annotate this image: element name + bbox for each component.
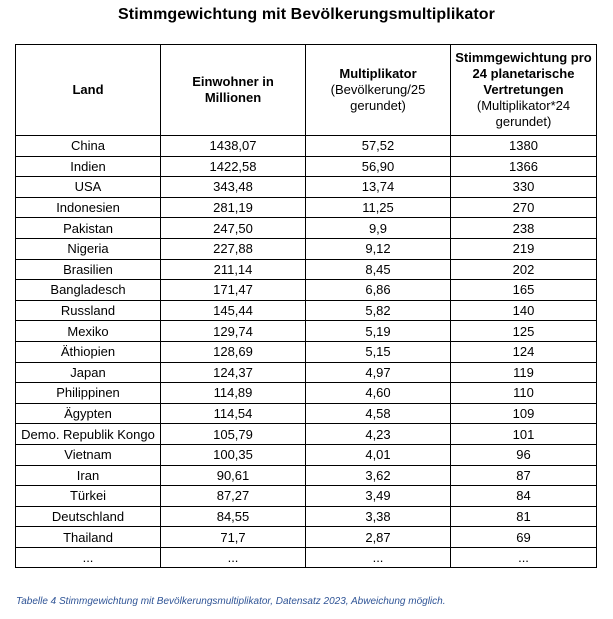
cell-stimmgewichtung: 84 xyxy=(451,486,597,507)
table-row xyxy=(16,362,597,383)
table-row xyxy=(16,300,597,321)
cell-einwohner: 1438,07 xyxy=(161,136,306,157)
table-row xyxy=(16,321,597,342)
cell-multiplikator: 56,90 xyxy=(306,156,451,177)
cell-land: Demo. Republik Kongo xyxy=(16,424,161,445)
cell-stimmgewichtung: 270 xyxy=(451,197,597,218)
cell-stimmgewichtung: 87 xyxy=(451,465,597,486)
cell-land: Nigeria xyxy=(16,238,161,259)
cell-einwohner: 90,61 xyxy=(161,465,306,486)
cell-einwohner: 105,79 xyxy=(161,424,306,445)
cell-land: Ägypten xyxy=(16,403,161,424)
cell-stimmgewichtung: 109 xyxy=(451,403,597,424)
cell-multiplikator: 11,25 xyxy=(306,197,451,218)
cell-multiplikator: 3,38 xyxy=(306,506,451,527)
cell-land: USA xyxy=(16,177,161,198)
cell-stimmgewichtung: 202 xyxy=(451,259,597,280)
cell-multiplikator: 6,86 xyxy=(306,280,451,301)
cell-einwohner: 1422,58 xyxy=(161,156,306,177)
cell-stimmgewichtung: ... xyxy=(451,547,597,568)
cell-einwohner: 114,89 xyxy=(161,383,306,404)
cell-einwohner: 145,44 xyxy=(161,300,306,321)
header-stimmgewichtung-label: Stimmgewichtung pro 24 planetarische Vertretungen xyxy=(455,50,592,97)
cell-multiplikator: ... xyxy=(306,547,451,568)
table-row xyxy=(16,403,597,424)
cell-stimmgewichtung: 330 xyxy=(451,177,597,198)
cell-einwohner: 128,69 xyxy=(161,341,306,362)
header-einwohner xyxy=(161,45,306,136)
table-row xyxy=(16,197,597,218)
cell-land: China xyxy=(16,136,161,157)
table-row xyxy=(16,486,597,507)
table-row xyxy=(16,218,597,239)
table-body xyxy=(16,136,597,568)
table-caption: Tabelle 4 Stimmgewichtung mit Bevölkerungsmultiplikator, Datensatz 2023, Abweichung möglich. xyxy=(16,596,446,607)
table-row xyxy=(16,156,597,177)
cell-stimmgewichtung: 125 xyxy=(451,321,597,342)
cell-einwohner: ... xyxy=(161,547,306,568)
header-multiplikator-note: (Bevölkerung/25 gerundet) xyxy=(330,82,426,113)
cell-land: Vietnam xyxy=(16,444,161,465)
cell-land: Mexiko xyxy=(16,321,161,342)
table-row xyxy=(16,527,597,548)
cell-land: Bangladesch xyxy=(16,280,161,301)
cell-stimmgewichtung: 119 xyxy=(451,362,597,383)
header-stimmgewichtung xyxy=(451,45,597,136)
cell-einwohner: 71,7 xyxy=(161,527,306,548)
cell-stimmgewichtung: 165 xyxy=(451,280,597,301)
cell-einwohner: 211,14 xyxy=(161,259,306,280)
cell-multiplikator: 5,82 xyxy=(306,300,451,321)
header-row xyxy=(16,45,597,136)
table-row xyxy=(16,341,597,362)
table-row xyxy=(16,238,597,259)
table-row xyxy=(16,259,597,280)
cell-multiplikator: 13,74 xyxy=(306,177,451,198)
table-row xyxy=(16,424,597,445)
table-row xyxy=(16,547,597,568)
table-row xyxy=(16,506,597,527)
cell-einwohner: 227,88 xyxy=(161,238,306,259)
cell-stimmgewichtung: 238 xyxy=(451,218,597,239)
cell-stimmgewichtung: 1380 xyxy=(451,136,597,157)
cell-einwohner: 100,35 xyxy=(161,444,306,465)
cell-einwohner: 87,27 xyxy=(161,486,306,507)
cell-land: Russland xyxy=(16,300,161,321)
table-row xyxy=(16,383,597,404)
cell-stimmgewichtung: 69 xyxy=(451,527,597,548)
cell-multiplikator: 4,58 xyxy=(306,403,451,424)
cell-land: Brasilien xyxy=(16,259,161,280)
page-title: Stimmgewichtung mit Bevölkerungsmultiplikator xyxy=(118,6,495,23)
cell-einwohner: 114,54 xyxy=(161,403,306,424)
cell-stimmgewichtung: 96 xyxy=(451,444,597,465)
cell-einwohner: 171,47 xyxy=(161,280,306,301)
cell-stimmgewichtung: 101 xyxy=(451,424,597,445)
cell-multiplikator: 2,87 xyxy=(306,527,451,548)
table-row xyxy=(16,280,597,301)
header-multiplikator xyxy=(306,45,451,136)
cell-stimmgewichtung: 110 xyxy=(451,383,597,404)
cell-land: Deutschland xyxy=(16,506,161,527)
header-multiplikator-label: Multiplikator xyxy=(339,66,417,81)
cell-multiplikator: 4,60 xyxy=(306,383,451,404)
cell-stimmgewichtung: 81 xyxy=(451,506,597,527)
cell-einwohner: 84,55 xyxy=(161,506,306,527)
cell-land: Äthiopien xyxy=(16,341,161,362)
cell-stimmgewichtung: 140 xyxy=(451,300,597,321)
cell-stimmgewichtung: 124 xyxy=(451,341,597,362)
cell-multiplikator: 9,12 xyxy=(306,238,451,259)
cell-land: Philippinen xyxy=(16,383,161,404)
cell-land: Japan xyxy=(16,362,161,383)
cell-multiplikator: 8,45 xyxy=(306,259,451,280)
cell-land: Iran xyxy=(16,465,161,486)
cell-multiplikator: 3,49 xyxy=(306,486,451,507)
table-row xyxy=(16,465,597,486)
cell-multiplikator: 4,97 xyxy=(306,362,451,383)
cell-einwohner: 343,48 xyxy=(161,177,306,198)
cell-land: Indonesien xyxy=(16,197,161,218)
cell-einwohner: 129,74 xyxy=(161,321,306,342)
cell-einwohner: 247,50 xyxy=(161,218,306,239)
cell-stimmgewichtung: 1366 xyxy=(451,156,597,177)
cell-land: ... xyxy=(16,547,161,568)
cell-land: Thailand xyxy=(16,527,161,548)
data-table xyxy=(15,44,597,568)
cell-land: Türkei xyxy=(16,486,161,507)
cell-multiplikator: 5,15 xyxy=(306,341,451,362)
table-row xyxy=(16,136,597,157)
table-row xyxy=(16,444,597,465)
cell-land: Pakistan xyxy=(16,218,161,239)
cell-einwohner: 281,19 xyxy=(161,197,306,218)
header-land: Land xyxy=(16,45,161,136)
table-row xyxy=(16,177,597,198)
cell-multiplikator: 4,01 xyxy=(306,444,451,465)
cell-multiplikator: 3,62 xyxy=(306,465,451,486)
cell-multiplikator: 57,52 xyxy=(306,136,451,157)
cell-land: Indien xyxy=(16,156,161,177)
cell-multiplikator: 5,19 xyxy=(306,321,451,342)
cell-multiplikator: 9,9 xyxy=(306,218,451,239)
cell-multiplikator: 4,23 xyxy=(306,424,451,445)
cell-einwohner: 124,37 xyxy=(161,362,306,383)
header-einwohner-label: Einwohner in Millionen xyxy=(192,74,274,105)
header-stimmgewichtung-note: (Multiplikator*24 gerundet) xyxy=(476,98,571,129)
cell-stimmgewichtung: 219 xyxy=(451,238,597,259)
